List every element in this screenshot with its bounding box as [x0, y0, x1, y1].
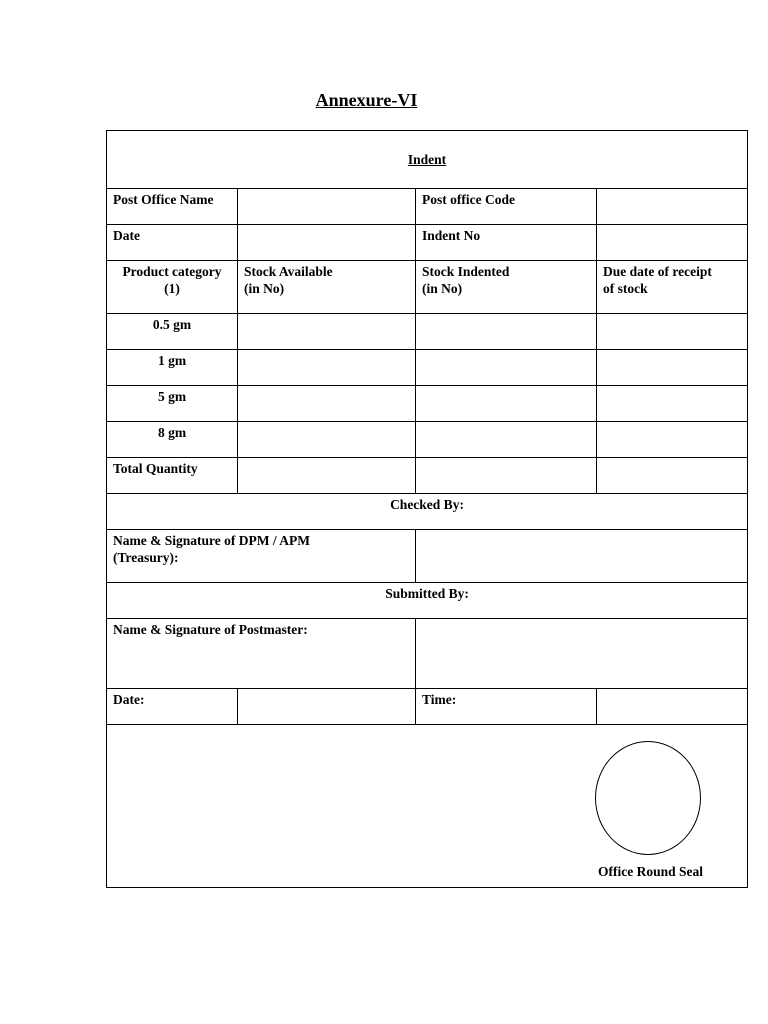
seal-label: Office Round Seal	[598, 864, 704, 879]
stock-indented-cell[interactable]	[416, 386, 597, 422]
stock-indented-cell[interactable]	[416, 350, 597, 386]
post-office-name-field[interactable]	[238, 189, 416, 225]
checked-by-label: Checked By:	[107, 494, 748, 530]
indent-no-field[interactable]	[597, 225, 748, 261]
total-stock-available-cell[interactable]	[238, 458, 416, 494]
date-label: Date	[107, 225, 238, 261]
post-office-code-label: Post office Code	[416, 189, 597, 225]
stock-indented-unit: (in No)	[422, 281, 463, 296]
due-date-header	[597, 261, 748, 314]
total-quantity-label: Total Quantity	[107, 458, 238, 494]
dpm-signature-line1: Name & Signature of DPM / APM	[113, 533, 310, 548]
product-name: 5 gm	[107, 386, 238, 422]
due-date-cell[interactable]	[597, 422, 748, 458]
dpm-signature-line2: (Treasury):	[113, 550, 179, 565]
product-row	[107, 386, 748, 422]
postmaster-signature-label: Name & Signature of Postmaster:	[107, 619, 416, 689]
product-row	[107, 314, 748, 350]
product-name: 0.5 gm	[107, 314, 238, 350]
due-date-cell[interactable]	[597, 314, 748, 350]
stock-indented-label: Stock Indented	[422, 264, 510, 279]
product-category-number: (1)	[164, 281, 180, 296]
stock-available-unit: (in No)	[244, 281, 285, 296]
post-office-code-field[interactable]	[597, 189, 748, 225]
annexure-title: Annexure-VI	[315, 90, 418, 110]
due-date-label: Due date of receipt	[603, 264, 712, 279]
product-name: 1 gm	[107, 350, 238, 386]
product-category-header	[107, 261, 238, 314]
footer-time-field[interactable]	[597, 689, 748, 725]
product-name: 8 gm	[107, 422, 238, 458]
stock-indented-cell[interactable]	[416, 314, 597, 350]
stock-available-header	[238, 261, 416, 314]
stock-indented-cell[interactable]	[416, 422, 597, 458]
footer-date-field[interactable]	[238, 689, 416, 725]
stock-available-cell[interactable]	[238, 314, 416, 350]
product-category-label: Product category	[122, 264, 222, 279]
stock-indented-header	[416, 261, 597, 314]
dpm-signature-field[interactable]	[416, 530, 748, 583]
post-office-name-label: Post Office Name	[107, 189, 238, 225]
seal-area	[107, 725, 748, 888]
total-due-date-cell[interactable]	[597, 458, 748, 494]
due-date-cell[interactable]	[597, 386, 748, 422]
round-seal-placeholder	[595, 741, 701, 855]
stock-available-label: Stock Available	[244, 264, 333, 279]
indent-form-table	[106, 130, 748, 888]
dpm-signature-label	[107, 530, 416, 583]
stock-available-cell[interactable]	[238, 422, 416, 458]
product-row	[107, 422, 748, 458]
postmaster-signature-field[interactable]	[416, 619, 748, 689]
submitted-by-label: Submitted By:	[107, 583, 748, 619]
stock-available-cell[interactable]	[238, 350, 416, 386]
indent-no-label: Indent No	[416, 225, 597, 261]
date-field[interactable]	[238, 225, 416, 261]
total-stock-indented-cell[interactable]	[416, 458, 597, 494]
due-date-label-sub: of stock	[603, 281, 648, 296]
product-row	[107, 350, 748, 386]
footer-date-label: Date:	[107, 689, 238, 725]
stock-available-cell[interactable]	[238, 386, 416, 422]
footer-time-label: Time:	[416, 689, 597, 725]
due-date-cell[interactable]	[597, 350, 748, 386]
indent-heading: Indent	[107, 131, 748, 189]
